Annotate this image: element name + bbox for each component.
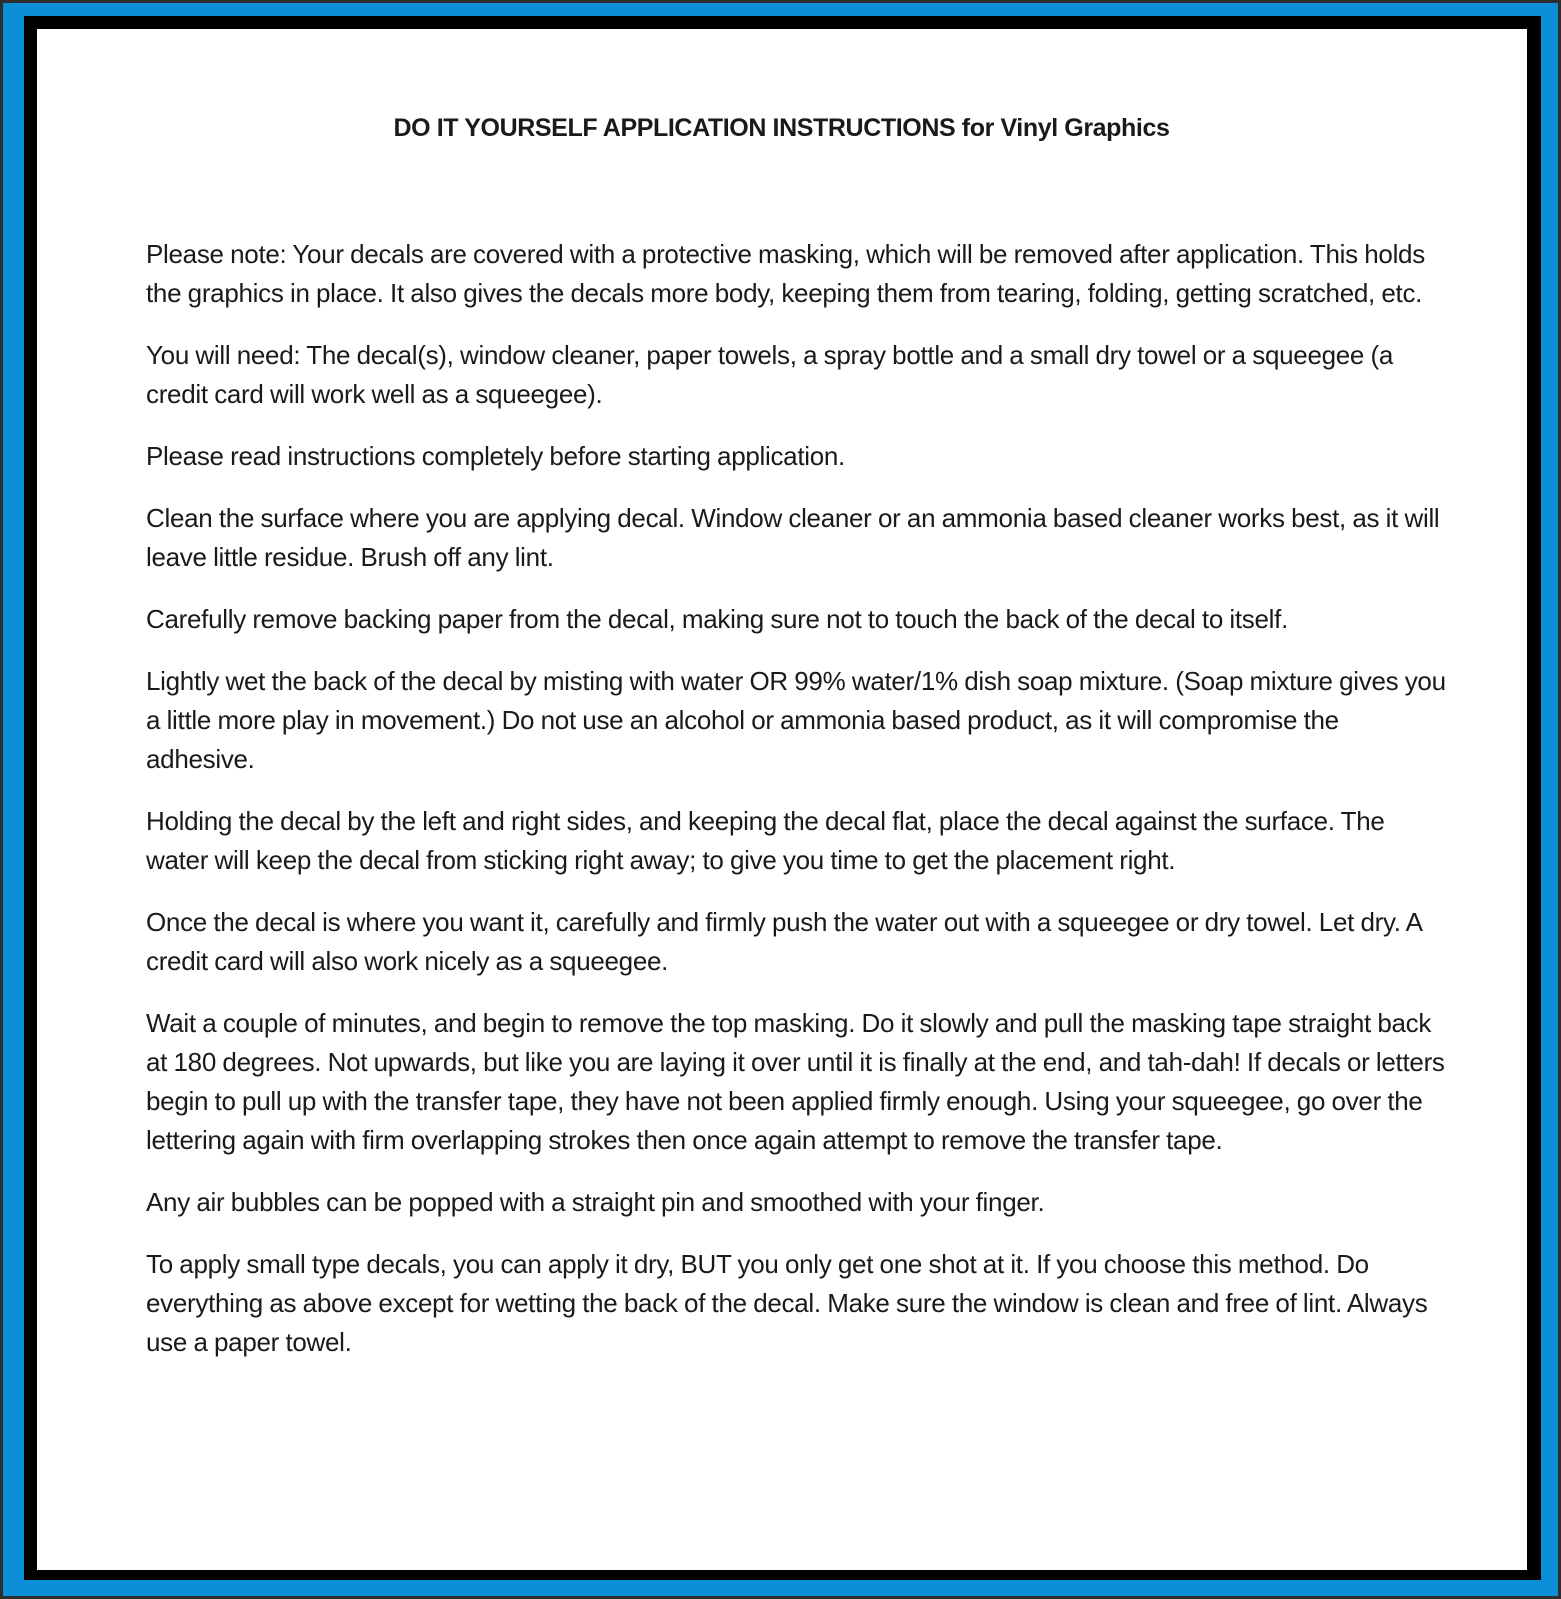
paragraph-wet-decal: Lightly wet the back of the decal by misting with water OR 99% water/1% dish soap mixture. (Soap mixture gives you a little more play in movement.) Do not use an alcohol or ammonia based product, as it will compromise the adhesive. xyxy=(146,666,1446,774)
instruction-sheet xyxy=(37,29,1527,1570)
paragraph-squeegee-water-out: Once the decal is where you want it, carefully and firmly push the water out with a squeegee or dry towel. Let dry. A credit card will also work nicely as a squeegee. xyxy=(146,907,1422,976)
blue-border-frame xyxy=(3,3,1558,1596)
paragraph-remove-masking: Wait a couple of minutes, and begin to remove the top masking. Do it slowly and pull the masking tape straight back at 180 degrees. Not upwards, but like you are laying it over until it is finally at the end, and tah-dah! If decals or letters begin to pull up with the transfer tape, they have not been applied firmly enough. Using your squeegee, go over the lettering again with firm overlapping strokes then once again attempt to remove the transfer tape. xyxy=(146,1008,1445,1155)
paragraph-clean-surface: Clean the surface where you are applying decal. Window cleaner or an ammonia based cleaner works best, as it will leave little residue. Brush off any lint. xyxy=(146,503,1440,572)
page-title: DO IT YOURSELF APPLICATION INSTRUCTIONS for Vinyl Graphics xyxy=(393,114,1170,142)
paragraph-please-note: Please note: Your decals are covered with a protective masking, which will be removed after application. This holds the graphics in place. It also gives the decals more body, keeping them from tearing, folding, getting scratched, etc. xyxy=(146,239,1425,308)
paragraph-you-will-need: You will need: The decal(s), window cleaner, paper towels, a spray bottle and a small dry towel or a squeegee (a credit card will work well as a squeegee). xyxy=(146,340,1394,409)
paragraph-air-bubbles: Any air bubbles can be popped with a straight pin and smoothed with your finger. xyxy=(146,1187,1045,1217)
paragraph-read-instructions: Please read instructions completely before starting application. xyxy=(146,441,845,471)
paragraph-dry-application: To apply small type decals, you can apply it dry, BUT you only get one shot at it. If you choose this method. Do everything as above except for wetting the back of the decal. Make sure the window is clean and free of lint. Always use a paper towel. xyxy=(146,1249,1428,1357)
paragraph-hold-decal: Holding the decal by the left and right sides, and keeping the decal flat, place the decal against the surface. The water will keep the decal from sticking right away; to give you time to get the placement right. xyxy=(146,806,1385,875)
black-border-frame xyxy=(24,16,1541,1580)
instruction-text-block xyxy=(146,235,1447,1362)
paragraph-remove-backing: Carefully remove backing paper from the decal, making sure not to touch the back of the decal to itself. xyxy=(146,604,1288,634)
